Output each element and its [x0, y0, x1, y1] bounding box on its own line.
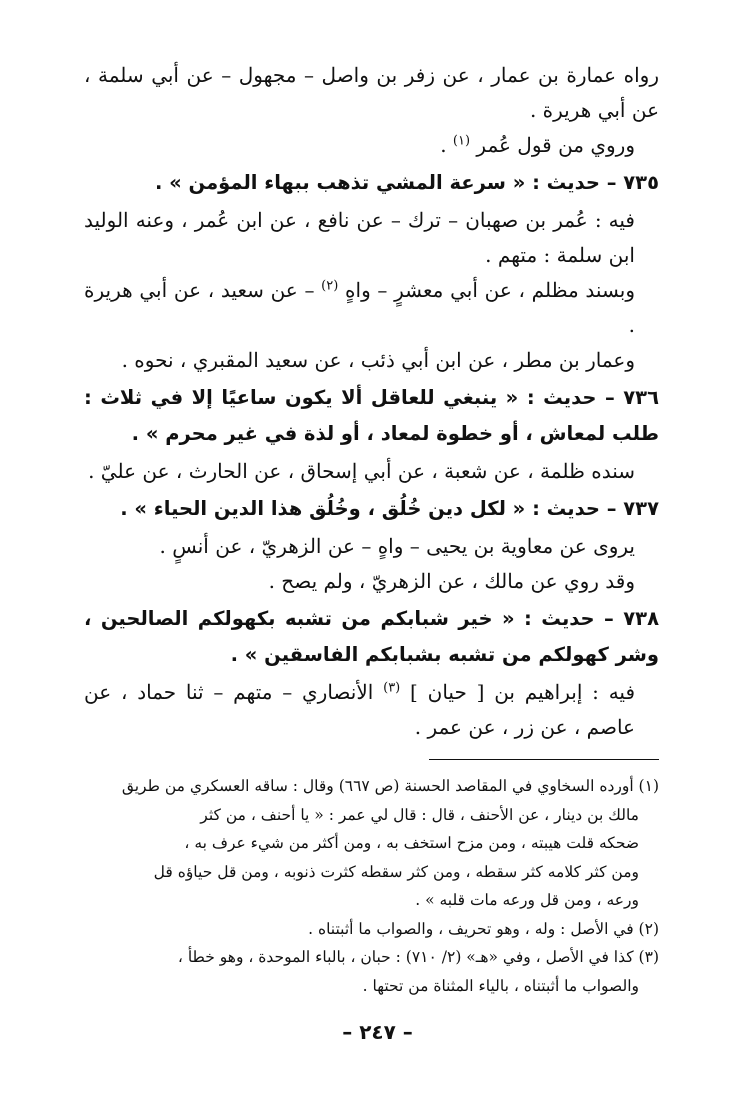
hadith-heading: ٧٣٥ – حديث : « سرعة المشي تذهب ببهاء المؤمن » .	[154, 171, 659, 194]
footnote-line: مالك بن دينار ، عن الأحنف ، قال : قال لي عمر : « يا أحنف ، من كثر	[200, 805, 639, 824]
text-run: – عن سعيد ، عن أبي هريرة .	[84, 278, 635, 337]
hadith-heading: ٧٣٧ – حديث : « لكل دين خُلُق ، وخُلُق هذا الدين الحياء » .	[120, 497, 659, 520]
page-number: – ٢٤٧ –	[342, 1020, 413, 1044]
footnote-line: (٣) كذا في الأصل ، وفي «هـ» (٢/ ٧١٠) : حبان ، بالباء الموحدة ، وهو خطأ ،	[177, 948, 659, 966]
text-run: الأنصاري – متهم – ثنا حماد ، عن عاصم ، عن زر ، عن عمر .	[84, 680, 635, 739]
footnotes	[84, 772, 659, 1000]
footnote-ref: (٢)	[321, 278, 339, 294]
paragraph	[84, 273, 659, 343]
footnote-divider	[429, 759, 659, 760]
paragraph: سنده ظلمة ، عن شعبة ، عن أبي إسحاق ، عن الحارث ، عن عليّ .	[88, 459, 635, 483]
paragraph: وعمار بن مطر ، عن ابن أبي ذئب ، عن سعيد المقبري ، نحوه .	[121, 348, 635, 372]
text-run: .	[440, 133, 447, 157]
footnote-ref: (٣)	[383, 680, 401, 696]
footnote-line: ورعه ، ومن قل ورعه مات قلبه » .	[415, 891, 639, 909]
footnote-line: (٢) في الأصل : وله ، وهو تحريف ، والصواب ما أثبتناه .	[308, 919, 659, 938]
footnote-ref: (١)	[452, 133, 471, 149]
paragraph: رواه عمارة بن عمار ، عن زفر بن واصل – مجهول – عن أبي سلمة ، عن أبي هريرة .	[84, 63, 659, 122]
text-run: وروي من قول عُمر	[476, 133, 635, 157]
paragraph: يروى عن معاوية بن يحيى – واهٍ – عن الزهريّ ، عن أنسٍ .	[159, 534, 635, 558]
footnote-line: والصواب ما أثبتناه ، بالياء المثناة من تحتها .	[362, 976, 639, 995]
footnote-line: ومن كثر كلامه كثر سقطه ، ومن كثر سقطه كثرت ذنوبه ، ومن قل حياؤه قل	[153, 862, 639, 881]
text-run: وبسند مظلم ، عن أبي معشرٍ – واهٍ	[345, 278, 636, 302]
paragraph: وقد روي عن مالك ، عن الزهريّ ، ولم يصح .	[268, 569, 635, 593]
paragraph	[84, 128, 659, 163]
footnote-line: (١) أورده السخاوي في المقاصد الحسنة (ص ٦٦٧) وقال : ساقه العسكري من طريق	[121, 777, 659, 795]
paragraph: فيه : عُمر بن صهبان – ترك – عن نافع ، عن ابن عُمر ، وعنه الوليد ابن سلمة : متهم .	[84, 208, 635, 267]
hadith-heading: ٧٣٦ – حديث : « ينبغي للعاقل ألا يكون ساعيًا إلا في ثلاث : طلب لمعاش ، أو خطوة لمعاد ، أو لذة في غير محرم » .	[84, 386, 659, 445]
footnote-line: ضحكه قلت هيبته ، ومن مزح استخف به ، ومن أكثر من شيء عرف به ،	[184, 834, 639, 852]
hadith-heading: ٧٣٨ – حديث : « خير شبابكم من تشبه بكهولكم الصالحين ، وشر كهولكم من تشبه بشبابكم الفاسقين » .	[84, 607, 659, 666]
main-text	[84, 58, 659, 745]
text-run: فيه : إبراهيم بن [ حيان ]	[410, 680, 636, 704]
paragraph	[84, 675, 659, 745]
